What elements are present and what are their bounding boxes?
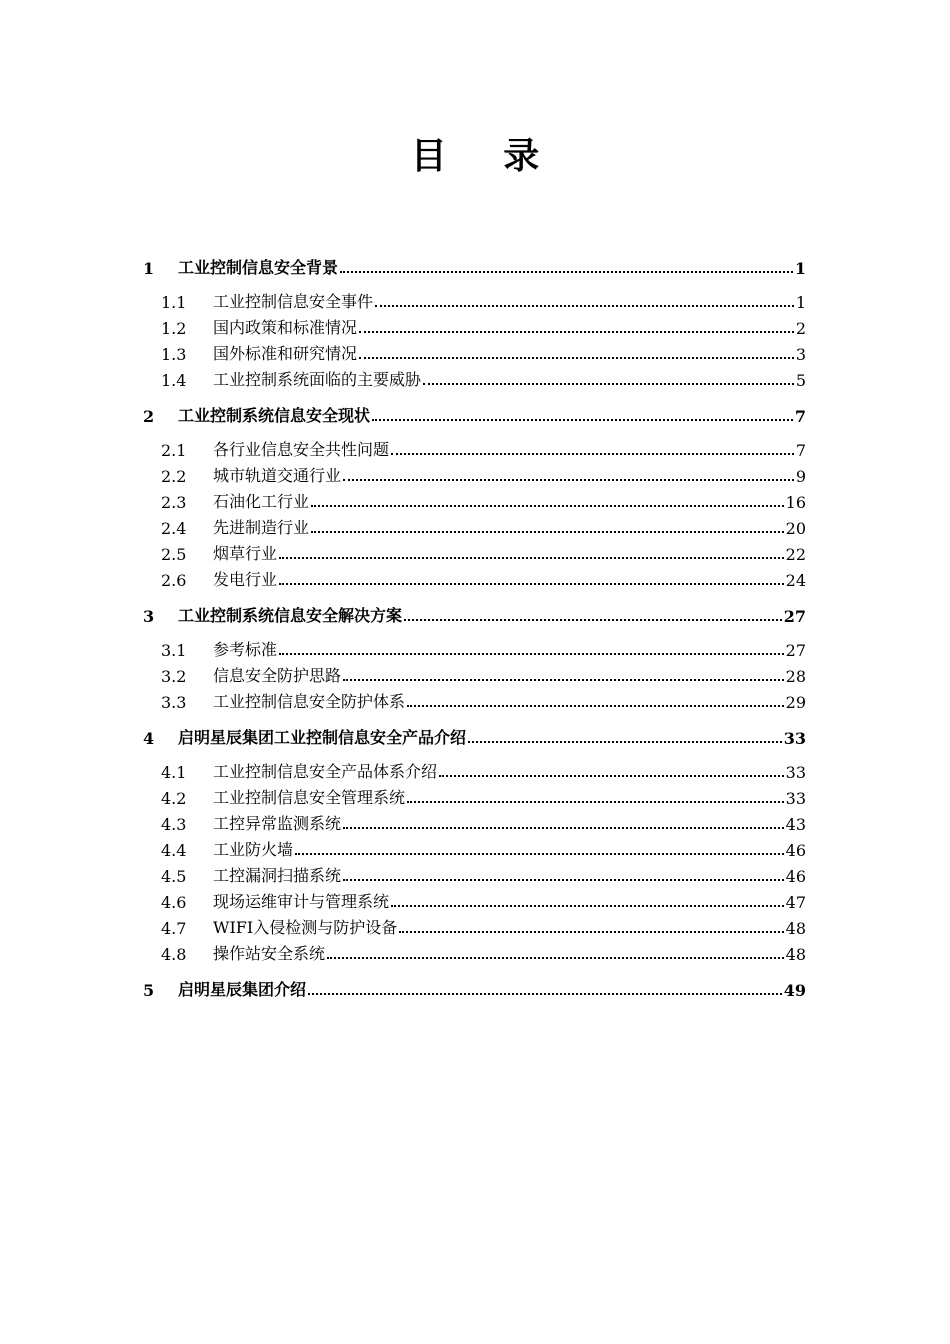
toc-dot-leader: [327, 939, 784, 959]
toc-entry-page-number: 29: [785, 693, 806, 712]
toc-entry-number: 4.1: [161, 763, 187, 782]
toc-entry-number: 4: [143, 729, 155, 748]
toc-entry-title: 启明星辰集团介绍: [178, 980, 307, 999]
toc-entry-number: 4.3: [161, 815, 187, 834]
toc-dot-leader: [391, 887, 784, 907]
toc-entry-number: 2: [143, 407, 155, 426]
toc-section-entry[interactable]: [143, 808, 806, 834]
toc-entry-title: 城市轨道交通行业: [213, 466, 342, 485]
toc-dot-leader: [359, 339, 794, 359]
toc-dot-leader: [468, 723, 782, 743]
toc-entry-number: 1.3: [161, 345, 187, 364]
toc-section-entry[interactable]: [143, 756, 806, 782]
toc-entry-number: 1: [143, 259, 155, 278]
toc-entry-page-number: 7: [795, 441, 806, 460]
toc-entry-title: 工业控制信息安全背景: [178, 258, 339, 277]
toc-entry-title: 先进制造行业: [213, 518, 310, 537]
toc-dot-leader: [439, 757, 784, 777]
toc-dot-leader: [399, 913, 783, 933]
toc-entry-number: 2.1: [161, 441, 187, 460]
toc-section-entry[interactable]: [143, 860, 806, 886]
toc-section-entry[interactable]: [143, 486, 806, 512]
toc-dot-leader: [311, 487, 784, 507]
toc-entry-title: 工业控制信息安全事件: [213, 292, 374, 311]
toc-entry-number: 2.2: [161, 467, 187, 486]
toc-entry-page-number: 20: [785, 519, 806, 538]
toc-dot-leader: [343, 461, 794, 481]
toc-entry-page-number: 2: [795, 319, 806, 338]
toc-dot-leader: [343, 809, 784, 829]
table-of-contents: [143, 252, 806, 1000]
toc-entry-number: 1.2: [161, 319, 187, 338]
toc-entry-page-number: 16: [785, 493, 806, 512]
toc-dot-leader: [311, 513, 784, 533]
toc-entry-page-number: 27: [783, 607, 806, 626]
toc-entry-page-number: 7: [794, 407, 806, 426]
toc-chapter-entry[interactable]: [143, 722, 806, 748]
toc-entry-number: 4.5: [161, 867, 187, 886]
toc-entry-page-number: 49: [783, 981, 806, 1000]
toc-entry-title: 国外标准和研究情况: [213, 344, 358, 363]
page-title: 目 录: [410, 136, 562, 177]
toc-entry-title: 工控异常监测系统: [213, 814, 342, 833]
toc-entry-number: 4.6: [161, 893, 187, 912]
toc-section-entry[interactable]: [143, 660, 806, 686]
toc-entry-title: 信息安全防护思路: [213, 666, 342, 685]
toc-dot-leader: [343, 861, 784, 881]
toc-entry-page-number: 9: [795, 467, 806, 486]
toc-entry-number: 3.3: [161, 693, 187, 712]
toc-entry-number: 2.5: [161, 545, 187, 564]
toc-entry-title: 发电行业: [213, 570, 278, 589]
toc-dot-leader: [407, 687, 784, 707]
toc-dot-leader: [340, 253, 793, 273]
toc-chapter-entry[interactable]: [143, 600, 806, 626]
toc-entry-title: 各行业信息安全共性问题: [213, 440, 390, 459]
toc-entry-page-number: 46: [785, 841, 806, 860]
toc-entry-number: 1.1: [161, 293, 187, 312]
toc-entry-page-number: 33: [785, 789, 806, 808]
toc-entry-title: 工业控制系统信息安全现状: [178, 406, 371, 425]
toc-section-entry[interactable]: [143, 834, 806, 860]
toc-entry-page-number: 28: [785, 667, 806, 686]
toc-section-entry[interactable]: [143, 938, 806, 964]
toc-entry-number: 2.4: [161, 519, 187, 538]
toc-section-entry[interactable]: [143, 338, 806, 364]
toc-entry-page-number: 1: [795, 293, 806, 312]
toc-entry-page-number: 1: [794, 259, 806, 278]
toc-entry-title: 工业控制信息安全管理系统: [213, 788, 406, 807]
toc-section-entry[interactable]: [143, 538, 806, 564]
toc-dot-leader: [404, 601, 782, 621]
toc-section-entry[interactable]: [143, 912, 806, 938]
toc-entry-page-number: 22: [785, 545, 806, 564]
toc-entry-title: 工控漏洞扫描系统: [213, 866, 342, 885]
toc-entry-number: 4.8: [161, 945, 187, 964]
toc-section-entry[interactable]: [143, 364, 806, 390]
toc-section-entry[interactable]: [143, 564, 806, 590]
toc-entry-title: 工业防火墙: [213, 840, 294, 859]
toc-entry-number: 4.4: [161, 841, 187, 860]
toc-entry-title: 国内政策和标准情况: [213, 318, 358, 337]
toc-entry-title: WIFI入侵检测与防护设备: [213, 918, 398, 937]
toc-entry-page-number: 33: [785, 763, 806, 782]
toc-dot-leader: [279, 539, 784, 559]
toc-section-entry[interactable]: [143, 634, 806, 660]
toc-dot-leader: [279, 635, 784, 655]
toc-dot-leader: [279, 565, 784, 585]
toc-entry-page-number: 3: [795, 345, 806, 364]
toc-dot-leader: [359, 313, 794, 333]
toc-dot-leader: [423, 365, 794, 385]
toc-dot-leader: [391, 435, 794, 455]
toc-entry-page-number: 24: [785, 571, 806, 590]
toc-entry-number: 5: [143, 981, 155, 1000]
toc-entry-page-number: 43: [785, 815, 806, 834]
toc-entry-page-number: 33: [783, 729, 806, 748]
toc-chapter-entry[interactable]: [143, 974, 806, 1000]
toc-section-entry[interactable]: [143, 782, 806, 808]
toc-entry-page-number: 5: [795, 371, 806, 390]
toc-entry-number: 3.1: [161, 641, 187, 660]
toc-entry-title: 石油化工行业: [213, 492, 310, 511]
toc-entry-title: 现场运维审计与管理系统: [213, 892, 390, 911]
toc-entry-title: 工业控制信息安全防护体系: [213, 692, 406, 711]
toc-chapter-entry[interactable]: [143, 400, 806, 426]
toc-entry-title: 操作站安全系统: [213, 944, 326, 963]
toc-section-entry[interactable]: [143, 886, 806, 912]
toc-section-entry[interactable]: [143, 312, 806, 338]
toc-dot-leader: [295, 835, 784, 855]
toc-dot-leader: [407, 783, 784, 803]
toc-entry-title: 工业控制系统信息安全解决方案: [178, 606, 403, 625]
toc-section-entry[interactable]: [143, 686, 806, 712]
toc-entry-title: 启明星辰集团工业控制信息安全产品介绍: [178, 728, 467, 747]
toc-section-entry[interactable]: [143, 286, 806, 312]
toc-entry-number: 4.2: [161, 789, 187, 808]
toc-entry-page-number: 46: [785, 867, 806, 886]
toc-section-entry[interactable]: [143, 512, 806, 538]
toc-entry-number: 1.4: [161, 371, 187, 390]
toc-dot-leader: [343, 661, 784, 681]
toc-entry-page-number: 27: [785, 641, 806, 660]
toc-entry-page-number: 48: [785, 945, 806, 964]
toc-entry-page-number: 47: [785, 893, 806, 912]
toc-dot-leader: [308, 975, 782, 995]
toc-entry-number: 2.6: [161, 571, 187, 590]
toc-section-entry[interactable]: [143, 460, 806, 486]
toc-entry-number: 4.7: [161, 919, 187, 938]
toc-entry-number: 3.2: [161, 667, 187, 686]
toc-entry-number: 2.3: [161, 493, 187, 512]
toc-entry-title: 参考标准: [213, 640, 278, 659]
toc-chapter-entry[interactable]: [143, 252, 806, 278]
toc-entry-page-number: 48: [785, 919, 806, 938]
toc-dot-leader: [372, 401, 793, 421]
toc-entry-number: 3: [143, 607, 155, 626]
toc-dot-leader: [375, 287, 794, 307]
toc-entry-title: 烟草行业: [213, 544, 278, 563]
toc-entry-title: 工业控制系统面临的主要威胁: [213, 370, 422, 389]
toc-entry-title: 工业控制信息安全产品体系介绍: [213, 762, 438, 781]
toc-section-entry[interactable]: [143, 434, 806, 460]
